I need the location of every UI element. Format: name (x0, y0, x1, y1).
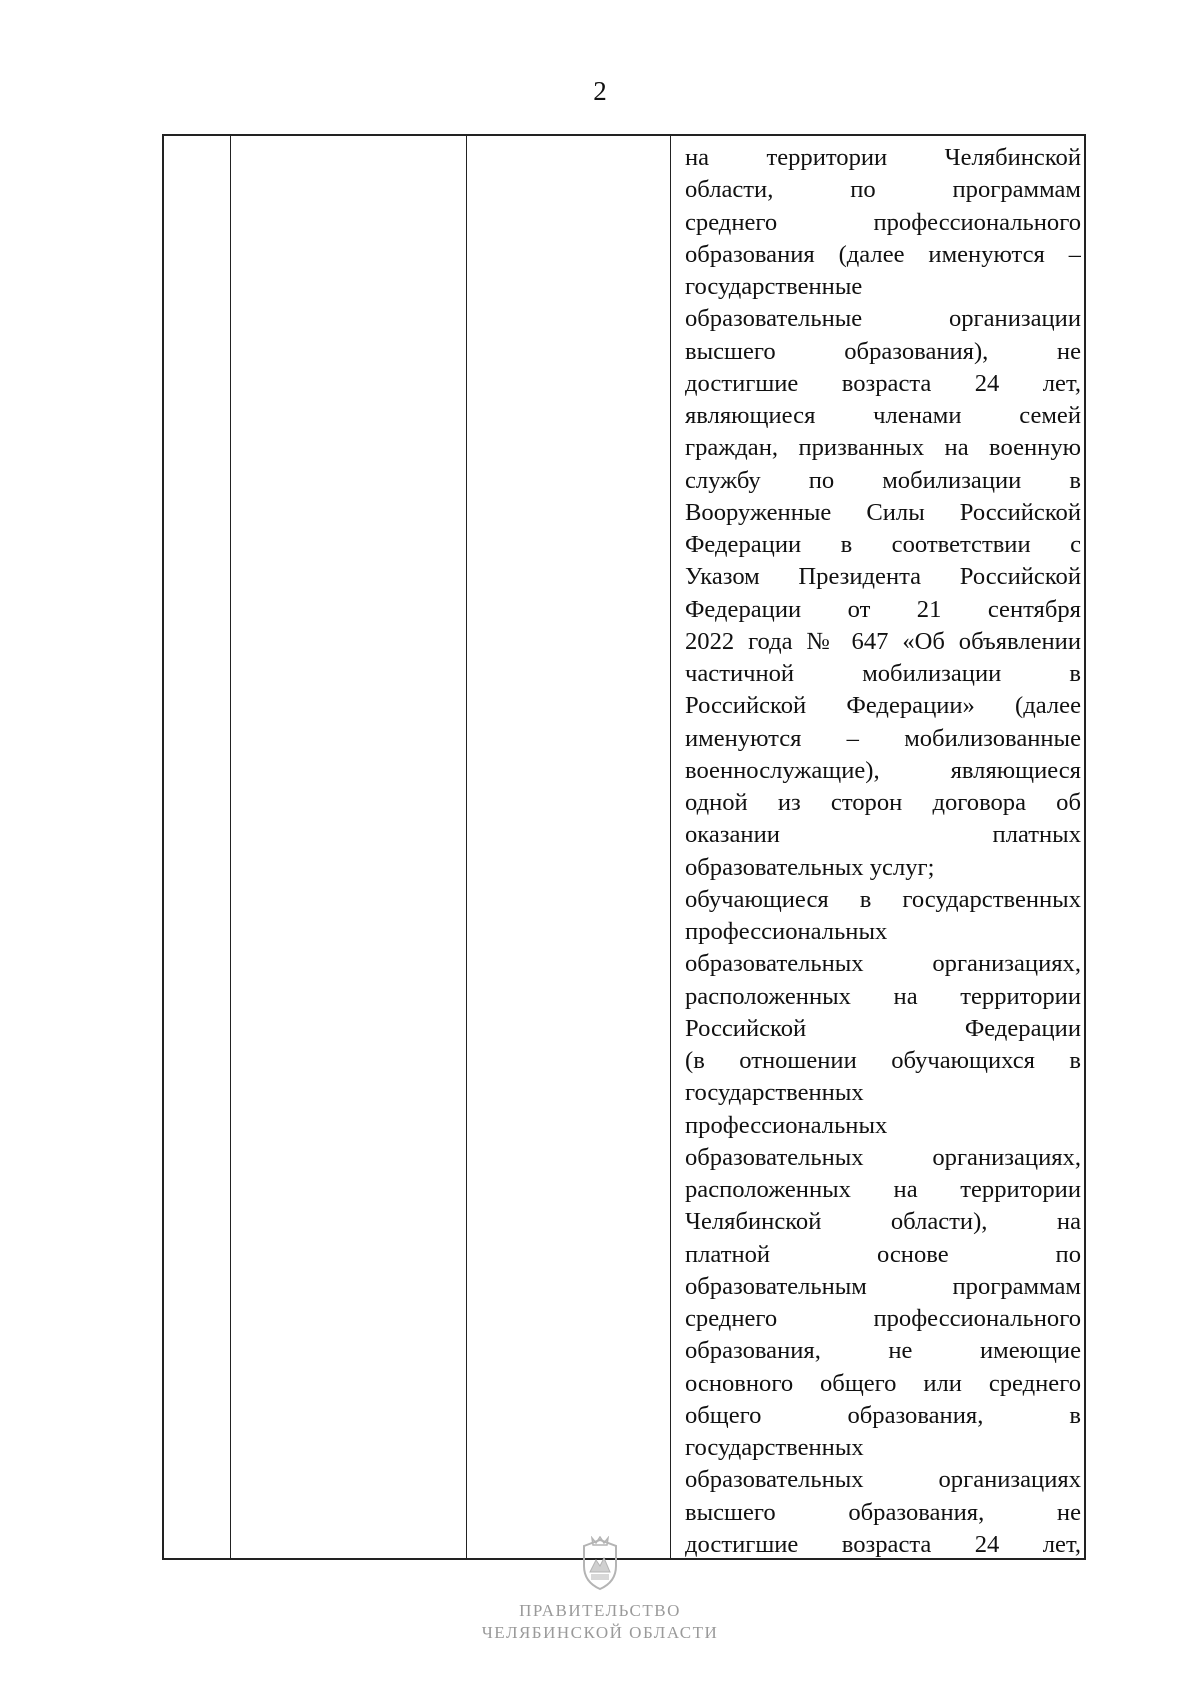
description-line: на территории Челябинской (685, 144, 1081, 171)
description-line: образовательных организациях, (685, 1143, 1081, 1171)
description-cell-text (685, 142, 1081, 1561)
description-line: образовательным программам (685, 1272, 1081, 1300)
description-line: платной основе по (685, 1240, 1081, 1268)
description-line: Федерации от 21 сентября (685, 595, 1081, 623)
description-line: образовательных организациях (685, 1466, 1081, 1494)
description-line: Федерации в соответствии с (685, 531, 1081, 558)
description-line: являющиеся членами семей (685, 402, 1081, 429)
description-line: высшего образования, не (685, 1498, 1081, 1526)
document-table (162, 134, 1086, 1560)
description-line: государственных (685, 1079, 864, 1107)
table-column-description (671, 136, 1084, 1558)
coat-of-arms-icon (578, 1536, 622, 1592)
description-line: оказании платных (685, 821, 1081, 849)
description-line: государственные (685, 273, 863, 300)
description-line: высшего образования), не (685, 337, 1081, 365)
description-line: среднего профессионального (685, 208, 1081, 236)
description-line: образования, не имеющие (685, 1337, 1081, 1365)
description-line: образовательных организациях, (685, 950, 1081, 978)
description-line: достигшие возраста 24 лет, (685, 1530, 1081, 1558)
description-line: Российской Федерации» (далее (685, 692, 1081, 720)
description-line: Российской Федерации (685, 1014, 1081, 1042)
government-stamp (0, 1536, 1200, 1644)
table-column-number (164, 136, 231, 1558)
description-line: расположенных на территории (685, 982, 1081, 1010)
description-line: обучающиеся в государственных (685, 885, 1081, 913)
description-line: профессиональных (685, 918, 888, 945)
description-line: одной из сторон договора об (685, 789, 1081, 816)
description-line: Челябинской области), на (685, 1208, 1081, 1236)
table-column-2 (231, 136, 467, 1558)
page-number: 2 (593, 76, 607, 106)
description-line: профессиональных (685, 1111, 888, 1139)
description-line: общего образования, в (685, 1401, 1081, 1429)
description-line: частичной мобилизации в (685, 660, 1081, 687)
stamp-line-government: ПРАВИТЕЛЬСТВО (519, 1601, 681, 1620)
description-line: военнослужащие), являющиеся (685, 756, 1081, 784)
description-line: государственных (685, 1434, 864, 1461)
description-line: 2022 года № 647 «Об объявлении (685, 627, 1081, 655)
description-line: Вооруженные Силы Российской (685, 498, 1081, 526)
description-line: службу по мобилизации в (685, 466, 1081, 494)
description-line: именуются – мобилизованные (685, 724, 1081, 752)
description-line: среднего профессионального (685, 1305, 1081, 1332)
description-line: образовательные организации (685, 305, 1081, 333)
description-line: области, по программам (685, 176, 1081, 204)
description-line: (в отношении обучающихся в (685, 1047, 1081, 1074)
table-column-3 (467, 136, 671, 1558)
description-line: граждан, призванных на военную (685, 434, 1081, 462)
stamp-line-region: ЧЕЛЯБИНСКОЙ ОБЛАСТИ (481, 1623, 719, 1642)
description-line: достигшие возраста 24 лет, (685, 369, 1081, 397)
description-line: расположенных на территории (685, 1176, 1081, 1203)
description-line: основного общего или среднего (685, 1369, 1081, 1397)
description-line: образовательных услуг; (685, 853, 935, 881)
description-line: Указом Президента Российской (685, 563, 1081, 591)
description-line: образования (далее именуются – (685, 240, 1081, 268)
